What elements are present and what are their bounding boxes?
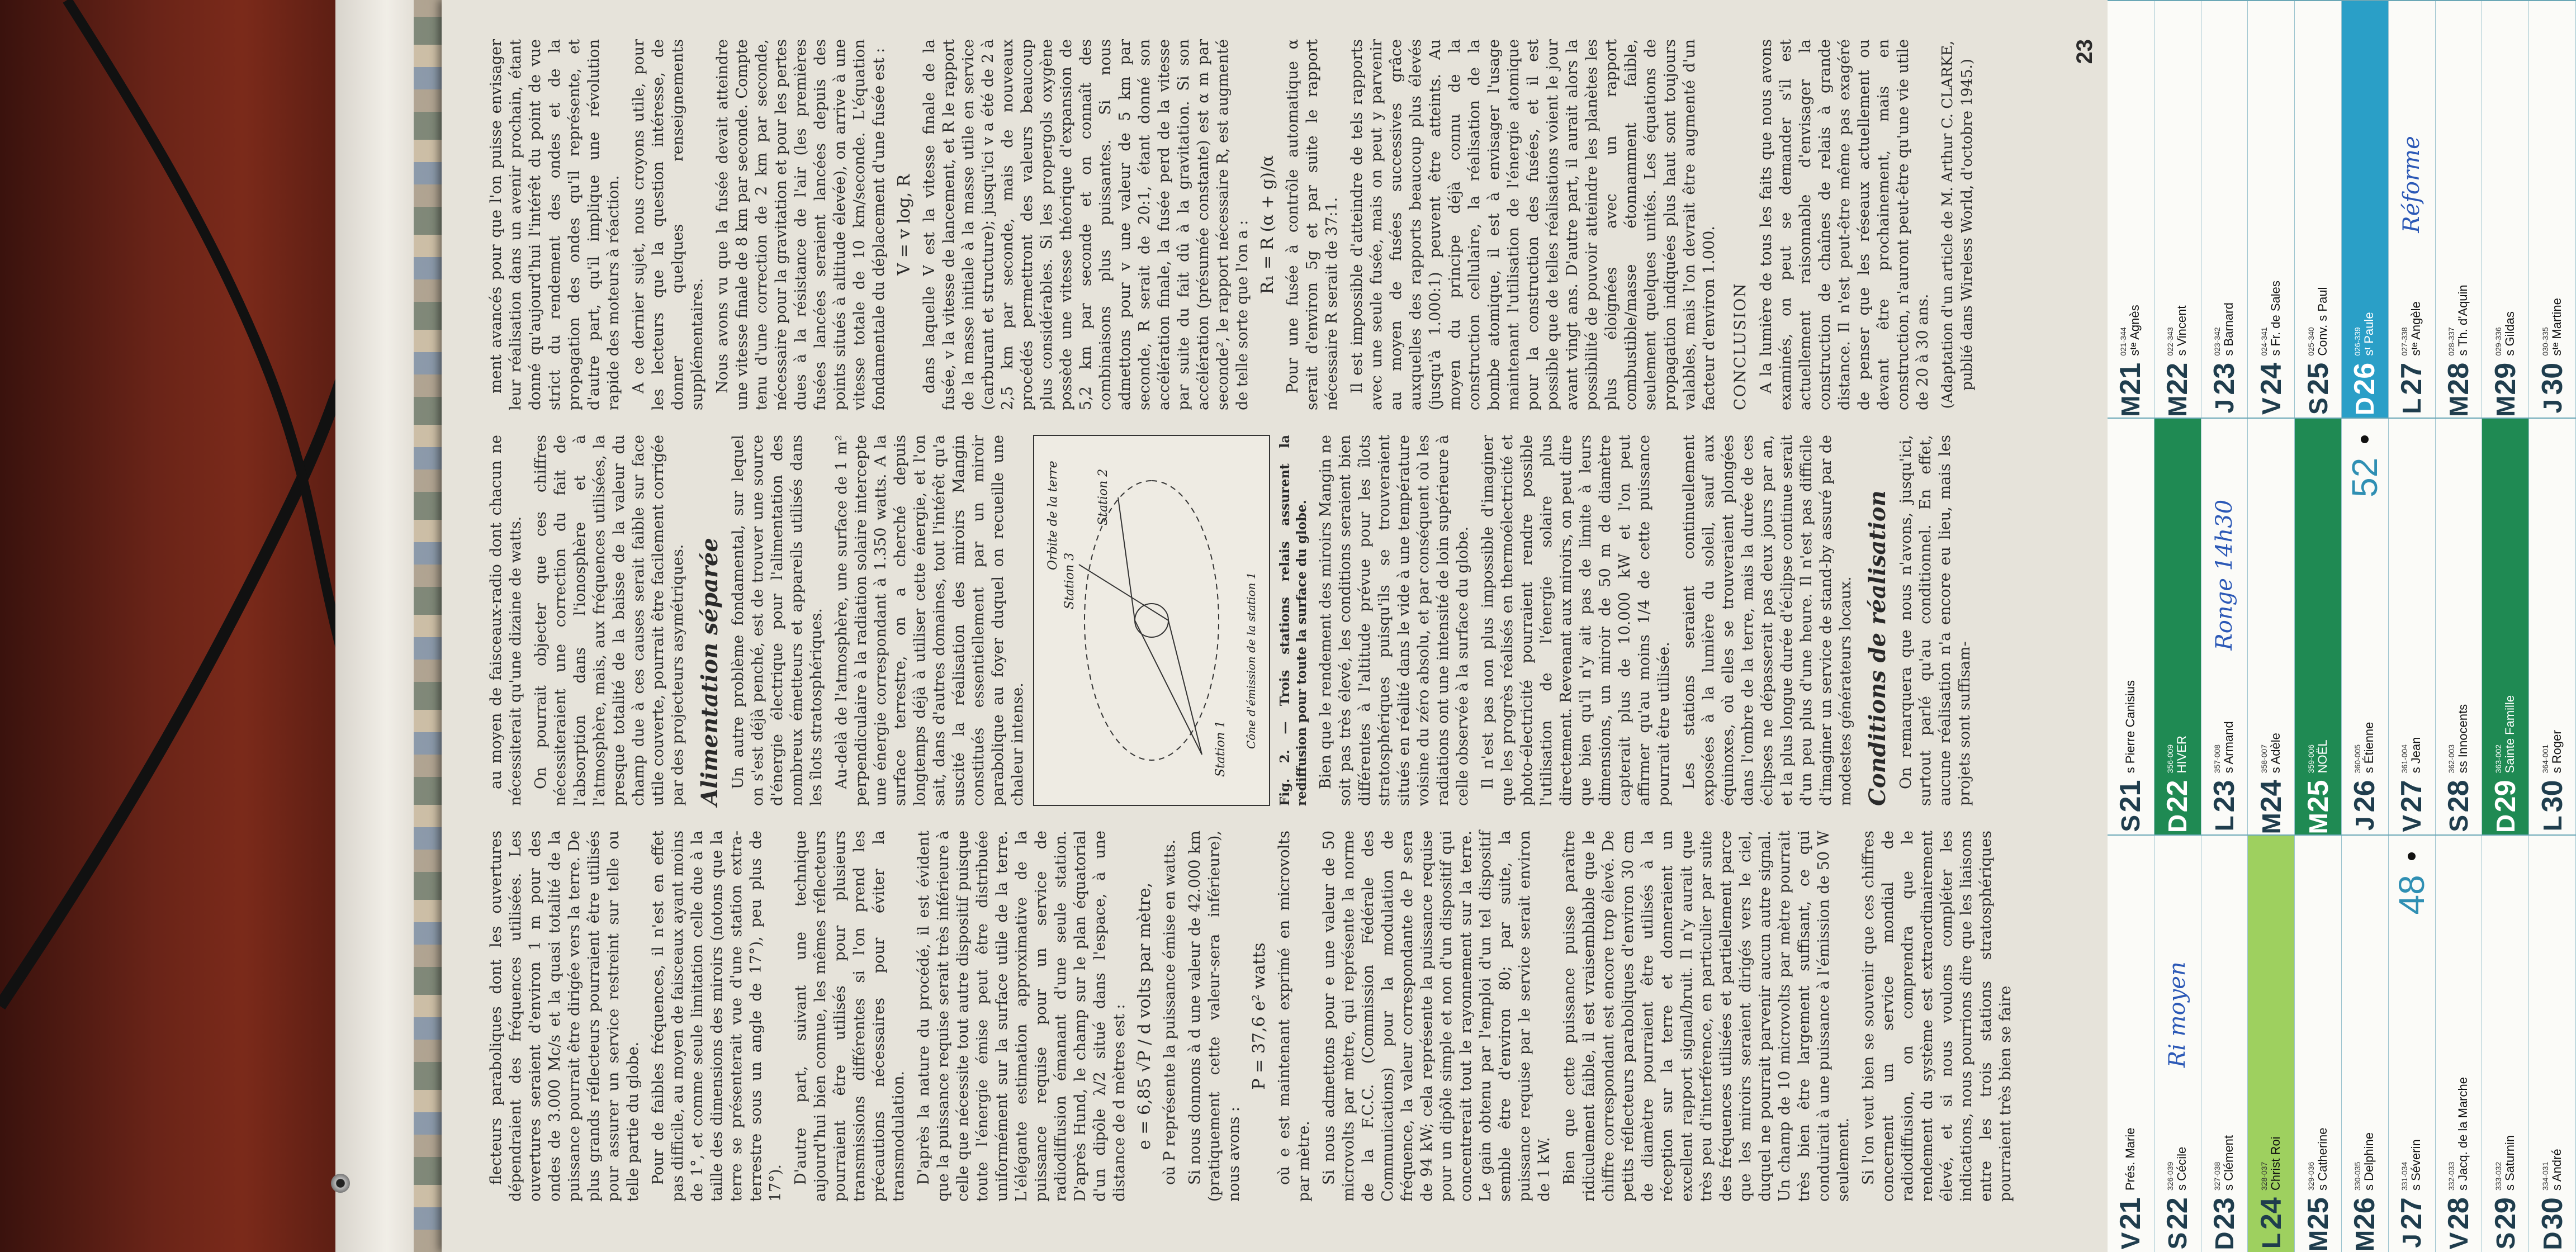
- day-number: 30: [2536, 362, 2569, 395]
- figure-label: Station 3: [1063, 552, 1077, 609]
- weekday-letter: V: [2116, 1232, 2146, 1250]
- saint-name: s Jean: [2409, 737, 2423, 774]
- calendar-day: [2248, 1, 2295, 418]
- paragraph: D'après la nature du procédé, il est évident que la puissance requise serait très inférieure à celle que nécessite tout autre dispositif puisque toute l'énergie émise peut être distribuée uniformément sur la surface utile de la terre. L'élégante estimation approximative de la puissance requise pour un service de radiodiffusion émanant d'une seule station. D'après Hund, le champ sur le plan équatorial d'un dipôle λ/2 situé dans l'espace, à une distance de d mètres est :: [915, 831, 1128, 1202]
- weekday-letter: L: [2209, 815, 2239, 832]
- day-of-year: 329-036: [2306, 1161, 2315, 1191]
- calendar-day: [2295, 419, 2342, 835]
- paragraph: A la lumière de tous les faits que nous avons examinés, on peut se demander s'il est actuellement raisonnable d'envisager la construction de chaînes de relais à grande distance. Il n'est peut-être même pas exagéré de penser que les réseaux actuellement ou devant être prochainement, mais en construction, n'auront peut-être qu'une vie utile de 20 à 30 ans.: [1758, 39, 1931, 410]
- figure-caption: Fig. 2. — Trois stations relais assurent la rediffusion pour toute la surface du globe.: [1277, 435, 1309, 806]
- calendar-day: [2248, 836, 2295, 1252]
- day-number: 23: [2208, 780, 2241, 813]
- calendar-day: [2295, 836, 2342, 1252]
- weekday-letter: J: [2350, 816, 2380, 831]
- weekday-letter: D: [2350, 397, 2380, 416]
- day-of-year: 360-005: [2353, 744, 2362, 774]
- saint-name: s Cécile: [2175, 1146, 2189, 1191]
- day-number: 24: [2255, 1197, 2288, 1230]
- day-meta: [2400, 1139, 2423, 1191]
- saint-name: s Saturnin: [2502, 1135, 2517, 1191]
- saint-name: ss Innocents: [2455, 704, 2470, 774]
- saint-name: NOËL: [2315, 739, 2329, 774]
- calendar-day: [2482, 419, 2529, 835]
- article-column-2: [486, 435, 2007, 806]
- article-page: [442, 0, 2108, 1252]
- calendar-day: [2342, 1, 2389, 418]
- calendar-day: [2529, 1, 2576, 418]
- weekday-letter: M: [2303, 1230, 2333, 1252]
- desk-surface: [0, 0, 347, 1252]
- calendar-day: [2201, 836, 2248, 1252]
- calendar-day: [2154, 1, 2201, 418]
- day-of-year: 330-035: [2353, 1161, 2362, 1191]
- day-number: 21: [2114, 362, 2147, 395]
- day-number: 28: [2442, 780, 2475, 813]
- week-number: 52: [2345, 457, 2385, 497]
- calendar-day: [2389, 836, 2436, 1252]
- saint-name: s Jacq. de la Marche: [2455, 1077, 2470, 1191]
- weekday-letter: M: [2444, 395, 2473, 417]
- paragraph: A ce dernier sujet, nous croyons utile, pour les lecteurs que la question intéresse, de donner quelques renseignements supplémentaires.: [630, 39, 706, 410]
- day-of-year: 364-001: [2540, 744, 2550, 774]
- page-number: 23: [2072, 39, 2097, 64]
- paragraph: Bien que cette puissance puisse paraître ridiculement faible, il est vraisemblable que le chiffre correspondant est encore trop élevé. De petits réflecteurs paraboliques d'environ 30 cm de diamètre pourraient être utilisés à la réception sur la terre et donneraient un excellent rapport signal/bruit. Il n'y aurait que très peu d'interférence, en particulier par suite des fréquences utilisées et partiellement parce que les miroirs seraient dirigés vers le ciel, duquel ne pourrait parvenir aucun autre signal. Un champ de 10 microvolts par mètre pourrait très bien être largement suffisant, ce qui conduirait à une puissance à l'émission de 50 W seulement.: [1561, 831, 1852, 1202]
- article-column-1: [486, 831, 2014, 1202]
- saint-name: s Adèle: [2268, 733, 2283, 774]
- saint-name: s Roger: [2549, 730, 2564, 774]
- weekday-letter: D: [2163, 814, 2193, 833]
- paragraph: où P représente la puissance émise en watts.: [1161, 839, 1178, 1185]
- day-meta: [2123, 680, 2138, 773]
- day-of-year: 024-341: [2259, 327, 2269, 356]
- day-of-year: 356-009: [2166, 744, 2175, 774]
- weekday-letter: S: [2163, 1232, 2193, 1250]
- calendar-day: [2108, 419, 2154, 835]
- saint-name: s Gildas: [2502, 311, 2517, 356]
- saint-name: Sainte Famille: [2502, 695, 2517, 774]
- day-of-year: 358-007: [2259, 744, 2269, 774]
- magazine-page: [442, 0, 2108, 1252]
- calendar-day: [2436, 836, 2483, 1252]
- paragraph: Si l'on veut bien se souvenir que ces chiffres concernent un service mondial de radiodiffusion, on comprendra que le rendement du système est extraordinairement élevé, et si nous voulons compléter les indications, nous pourrions dire que les liaisons entre les trois stations stratosphériques pourraient très bien se faire: [1860, 831, 2014, 1202]
- orbit-diagram: [1034, 436, 1269, 805]
- formula: R₁ = R (α + g)/α: [1258, 155, 1277, 295]
- day-of-year: 331-034: [2400, 1161, 2409, 1191]
- day-meta: [2166, 736, 2189, 773]
- paragraph: dans laquelle V est la vitesse finale de la fusée, v la vitesse de lancement, et R le rapport de la masse initiale à la masse utile en service (carburant et structure); jusqu'ici v a été de 2 à 2,5 km par seconde, mais de nouveaux procédés permettront des valeurs beaucoup plus considérables. Si les propergols oxygène possède une vitesse théorique d'expansion de 5,2 km par seconde et on connaît des combinaisons plus puissantes. Si nous admettons pour v une valeur de 5 km par seconde, R serait de 20:1, étant donné son accélération finale, la fusée perd de la vitesse par suite du fait dû à la gravitation. Si son accélération (présumée constante) est α m par seconde², le rapport nécessaire R, est augmenté de telle sorte que l'on a :: [921, 39, 1251, 410]
- day-number: 29: [2489, 780, 2522, 813]
- weekday-letter: J: [2537, 399, 2567, 414]
- section-heading: Conditions de réalisation: [1864, 490, 1891, 806]
- paragraph: Au-delà de l'atmosphère, une surface de 1 m² perpendiculaire à la radiation solaire intercepte une énergie correspondant à 1.350 watts. A la surface terrestre, on a cherché depuis longtemps déjà à utiliser cette énergie, et l'on sait, dans d'autres domaines, tout l'intérêt qu'a suscité la réalisation des miroirs Mangin constitués essentiellement par un miroir parabolique au foyer duquel on recueille une chaleur intense.: [833, 435, 1026, 806]
- paragraph: Si nous donnons à d une valeur de 42.000 km (pratiquement cette valeur-sera inférieure), nous avons :: [1186, 831, 1243, 1202]
- calendar-day: [2154, 419, 2201, 835]
- calendar-day: [2482, 836, 2529, 1252]
- saint-name: s Clément: [2221, 1135, 2236, 1191]
- calendar-day: [2529, 836, 2576, 1252]
- paragraph: au moyen de faisceaux-radio dont chacun ne nécessiterait qu'une dizaine de watts.: [487, 435, 524, 806]
- weekday-letter: D: [2537, 1231, 2567, 1250]
- calendar-day: [2529, 419, 2576, 835]
- calendar-day: [2389, 419, 2436, 835]
- saint-name: s Delphine: [2362, 1132, 2376, 1191]
- day-meta: [2307, 287, 2330, 356]
- calendar-column: [2108, 0, 2576, 418]
- article-credit: (Adaptation d'un article de M. Arthur C. CLARKE, publié dans Wireless World, d'octobre 1945.): [1939, 40, 1976, 409]
- day-meta: [2353, 722, 2376, 774]
- day-meta: [2213, 302, 2236, 355]
- calendar-day: [2342, 836, 2389, 1252]
- day-of-year: 030-335: [2540, 327, 2550, 356]
- day-number: 30: [2536, 1197, 2569, 1230]
- day-number: 21: [2114, 780, 2147, 813]
- day-number: 28: [2442, 1197, 2475, 1230]
- day-of-year: 333-032: [2493, 1161, 2503, 1191]
- saint-name: Christ Roi: [2268, 1136, 2283, 1191]
- calendar-day: [2108, 836, 2154, 1252]
- day-number: 24: [2255, 780, 2288, 813]
- handwritten-note: Ri moyen: [2165, 961, 2191, 1068]
- day-number: 23: [2208, 1197, 2241, 1230]
- day-number: 25: [2302, 780, 2334, 813]
- day-number: 27: [2395, 1197, 2428, 1230]
- saint-name: Prés. Marie: [2123, 1127, 2138, 1191]
- calendar-column: [2108, 418, 2576, 835]
- calendar-day: [2389, 1, 2436, 418]
- figure-label: Cône d'émission de la station 1: [1244, 572, 1258, 749]
- day-of-year: 023-342: [2212, 327, 2222, 356]
- weekday-letter: D: [2209, 1231, 2239, 1250]
- weekday-letter: M: [2303, 813, 2333, 834]
- day-of-year: 327-038: [2212, 1161, 2222, 1191]
- saint-name: s Barnard: [2221, 302, 2236, 356]
- day-meta: [2166, 1147, 2189, 1191]
- article-column-3: [486, 39, 2007, 410]
- formula: V = v log, R: [894, 174, 914, 276]
- day-of-year: 028-337: [2446, 327, 2456, 356]
- day-number: 23: [2208, 362, 2241, 395]
- saint-name: s Séverin: [2409, 1139, 2423, 1191]
- day-of-year: 363-002: [2493, 744, 2503, 774]
- day-of-year: 022-343: [2166, 327, 2175, 356]
- paragraph: Nous avons vu que la fusée devait atteindre une vitesse finale de 8 km par seconde. Compte tenu d'une correction de 2 km par seconde, nécessaire pour la gravitation et pour les pertes dues à la résistance de l'air (les premières fusées lancées seraient lancées depuis des points situés à altitude élevée), on arrive à une vitesse totale de 10 km/seconde. L'équation fondamentale du déplacement d'une fusée est :: [714, 39, 888, 410]
- day-of-year: 334-031: [2540, 1161, 2550, 1191]
- moon-phase-icon: [2408, 852, 2416, 860]
- weekday-letter: M: [2350, 1230, 2380, 1252]
- weekday-letter: L: [2256, 1232, 2286, 1249]
- moon-phase-icon: [2361, 435, 2369, 443]
- day-meta: [2353, 312, 2376, 355]
- weekday-letter: S: [2116, 814, 2146, 832]
- day-meta: [2447, 704, 2470, 774]
- saint-name: sᵗᵉ Angèle: [2409, 301, 2423, 356]
- day-meta: [2123, 1128, 2138, 1191]
- paragraph: Bien que le rendement des miroirs Mangin ne soit pas très élevé, les conditions seraient bien différentes à l'altitude prévue pour les îlots stratosphériques puisqu'ils se trouveraient situés en réalité dans le vide à une température voisine du zéro absolu, et par conséquent où les radiations ont une intensité de loin supérieure à celle observée à la surface du globe.: [1317, 435, 1471, 806]
- weekday-letter: V: [2444, 1232, 2473, 1250]
- orbit-figure: [1033, 435, 1270, 806]
- day-of-year: 332-033: [2446, 1161, 2456, 1191]
- wall-calendar: [2108, 0, 2576, 1252]
- weekday-letter: M: [2163, 395, 2193, 417]
- saint-name: s Vincent: [2175, 305, 2189, 356]
- saint-name: s Pierre Canisius: [2123, 680, 2138, 774]
- day-meta: [2260, 281, 2283, 356]
- paragraph: On remarquera que nous n'avons, jusqu'ici, surtout parlé qu'au conditionnel. En effet, aucune réalisation n'a encore eu lieu, mais les projets sont suffisam-: [1897, 435, 1973, 806]
- saint-name: sᵗᵉ Agnès: [2128, 305, 2142, 356]
- day-of-year: 027-338: [2400, 327, 2409, 356]
- calendar-day: [2436, 1, 2483, 418]
- saint-name: sᵗ Paule: [2362, 312, 2376, 356]
- day-number: 22: [2161, 780, 2194, 813]
- day-number: 27: [2395, 362, 2428, 395]
- day-meta: [2494, 695, 2517, 773]
- paragraph: Un autre problème fondamental, sur lequel on s'est déjà penché, est de trouver une source d'énergie électrique pour l'alimentation des nombreux émetteurs et appareils utilisés dans les îlots stratosphériques.: [730, 435, 825, 806]
- day-meta: [2400, 301, 2423, 355]
- paragraph: On pourrait objecter que ces chiffres nécessiteraient une correction du fait de l'absorption dans l'ionosphère et à l'atmosphère, mais, aux fréquences utilisées, la presque totalité de la baisse de la valeur du champ due à ces causes serait faible sur face utile couverte, pourrait être facilement corrigée par des projecteurs asymétriques.: [532, 435, 686, 806]
- calendar-column: [2108, 834, 2576, 1252]
- day-meta: [2307, 739, 2330, 773]
- weekday-letter: M: [2256, 813, 2286, 834]
- weekday-letter: L: [2397, 398, 2427, 414]
- day-number: 26: [2348, 780, 2381, 813]
- day-meta: [2400, 737, 2423, 774]
- calendar-day: [2201, 419, 2248, 835]
- day-number: 21: [2114, 1197, 2147, 1230]
- formula: e = 6,85 √P / d volts par mètre,: [1135, 883, 1154, 1150]
- figure-label: Orbite de la terre: [1046, 461, 1060, 570]
- paragraph: D'autre part, suivant une technique aujourd'hui bien connue, les mêmes réflecteurs pourraient être utilisés pour plusieurs transmissions différentes si l'on prend les précautions nécessaires pour éviter la transmodulation.: [792, 831, 907, 1202]
- day-of-year: 362-003: [2446, 744, 2456, 774]
- calendar-day: [2108, 1, 2154, 418]
- weekday-letter: S: [2444, 814, 2473, 832]
- saint-name: s Armand: [2221, 721, 2236, 774]
- weekday-letter: V: [2397, 814, 2427, 832]
- day-of-year: 357-008: [2212, 744, 2222, 774]
- day-meta: [2541, 298, 2564, 355]
- saint-name: s Fr. de Sales: [2268, 281, 2283, 356]
- day-number: 28: [2442, 362, 2475, 395]
- day-number: 29: [2489, 1197, 2522, 1230]
- saint-name: s Catherine: [2315, 1127, 2329, 1191]
- day-of-year: 359-006: [2306, 744, 2315, 774]
- day-meta: [2260, 733, 2283, 773]
- paragraph: Si nous admettons pour e une valeur de 50 microvolts par mètre, qui représente la norme de la F.C.C. (Commission Fédérale des Communications) pour la modulation de fréquence, la valeur correspondante de P sera de 94 kW; cela représente la puissance requise pour un dipôle simple et non d'un dispositif qui concentrerait tout le rayonnement sur la terre. Le gain obtenu par l'emploi d'un tel dispositif semble être d'environ 80; par suite, la puissance requise par le service serait environ de 1 kW.: [1320, 831, 1553, 1202]
- day-meta: [2213, 1135, 2236, 1191]
- saint-name: Conv. s Paul: [2315, 287, 2329, 356]
- day-of-year: 326-039: [2166, 1161, 2175, 1191]
- day-of-year: 328-037: [2259, 1161, 2269, 1191]
- day-number: 22: [2161, 362, 2194, 395]
- day-meta: [2166, 306, 2189, 356]
- calendar-day: [2342, 419, 2389, 835]
- handwritten-note: Réforme: [2399, 136, 2425, 233]
- day-meta: [2494, 1135, 2517, 1191]
- day-number: 26: [2348, 1197, 2381, 1230]
- binder-grommet: [331, 1174, 350, 1193]
- day-meta: [2353, 1132, 2376, 1191]
- weekday-letter: S: [2490, 1232, 2520, 1250]
- saint-name: HIVER: [2175, 736, 2189, 774]
- calendar-grid: [2108, 0, 2576, 1252]
- saint-name: s Étienne: [2362, 722, 2376, 774]
- day-number: 25: [2302, 1197, 2334, 1230]
- calendar-day: [2248, 419, 2295, 835]
- handwritten-note: Ronge 14h30: [2211, 499, 2237, 651]
- saint-name: sᵗᵉ Martine: [2549, 298, 2564, 356]
- calendar-day: [2482, 1, 2529, 418]
- weekday-letter: J: [2209, 399, 2239, 414]
- day-of-year: 029-336: [2493, 327, 2503, 356]
- day-of-year: 361-004: [2400, 744, 2409, 774]
- paragraph: où e est maintenant exprimé en microvolts par mètre.: [1276, 831, 1313, 1202]
- week-number: 48: [2392, 875, 2432, 915]
- weekday-letter: V: [2256, 397, 2286, 415]
- day-number: 26: [2348, 362, 2381, 395]
- paragraph: Il est impossible d'atteindre de tels rapports avec une seule fusée, mais on peut y parvenir au moyen de fusées successives grâce auxquelles des rapports beaucoup plus élevés (jusqu'à 1.000:1) peuvent être atteints. Au moyen du principe déjà connu de la construction cellulaire, la réalisation de la bombe atomique, il est à envisager l'usage maintenant l'utilisation de l'énergie atomique pour la construction des fusées, et il est possible que de telles réalisations voient le jour avant vingt ans. D'autre part, il aurait alors la possibilité de pouvoir atteindre les planètes les plus éloignées avec un rapport combustible/masse étonnamment faible, seulement quelques unités. Les équations de propagation indiquées plus haut sont toujours valables, mais l'on devrait être augmenté d'un facteur d'environ 1.000.: [1348, 39, 1718, 410]
- day-meta: [2447, 1077, 2470, 1191]
- day-meta: [2541, 1149, 2564, 1191]
- day-meta: [2260, 1136, 2283, 1191]
- day-number: 24: [2255, 362, 2288, 395]
- section-heading: CONCLUSION: [1731, 282, 1749, 410]
- weekday-letter: L: [2537, 815, 2567, 832]
- figure-label: Station 1: [1214, 720, 1228, 777]
- day-of-year: 025-340: [2306, 327, 2315, 356]
- paragraph: Pour de faibles fréquences, il n'est en effet pas difficile, au moyen de faisceaux ayant moins de 1°, et comme seule limitation celle due à la taille des dimensions des miroirs (notons que la terre se présenterait vue d'une station extra-terrestre sous un angle de 17°), peu plus de 17°).: [650, 831, 784, 1202]
- day-number: 30: [2536, 780, 2569, 813]
- day-number: 25: [2302, 362, 2334, 395]
- day-of-year: 026-339: [2353, 327, 2362, 356]
- paragraph: Pour une fusée à contrôle automatique α serait d'environ 5g et par suite le rapport nécessaire R serait de 37:1.: [1284, 39, 1341, 410]
- figure-label: Station 2: [1096, 468, 1110, 525]
- section-heading: Alimentation séparée: [697, 538, 723, 806]
- day-meta: [2213, 721, 2236, 773]
- weekday-letter: M: [2490, 395, 2520, 417]
- day-number: 29: [2489, 362, 2522, 395]
- calendar-day: [2436, 419, 2483, 835]
- weekday-letter: D: [2490, 814, 2520, 833]
- calendar-day: [2295, 1, 2342, 418]
- formula: P = 37,6 e² watts: [1249, 942, 1269, 1090]
- day-meta: [2541, 730, 2564, 773]
- day-meta: [2119, 305, 2142, 355]
- saint-name: s André: [2549, 1149, 2564, 1191]
- weekday-letter: J: [2397, 1234, 2427, 1248]
- weekday-letter: M: [2116, 395, 2146, 417]
- paragraph: ment avancés pour que l'on puisse envisager leur réalisation dans un avenir prochain, étant donné qu'aujourd'hui l'intérêt du point de vue strict du rendement des ondes et de la propagation des ondes qu'il représente, et d'autre part, qu'il implique une révolution rapide des moteurs à réaction.: [487, 39, 622, 410]
- day-of-year: 021-344: [2119, 327, 2128, 356]
- calendar-day: [2201, 1, 2248, 418]
- day-meta: [2447, 284, 2470, 355]
- day-meta: [2307, 1127, 2330, 1191]
- paragraph: Il n'est pas non plus impossible d'imaginer que les progrès réalisés en thermoélectricité et photo-électricité pourraient rendre possible l'utilisation de l'énergie solaire plus directement. Revenant aux miroirs, on peut dire que bien qu'il n'y ait pas de limite à leurs dimensions, un miroir de 50 m de diamètre capterait plus de 10.000 kW et l'on peut affirmer qu'au moins 1/4 de cette puissance pourrait être utilisée.: [1479, 435, 1673, 806]
- day-number: 27: [2395, 780, 2428, 813]
- saint-name: s Th. d'Aquin: [2455, 284, 2470, 356]
- calendar-day: [2154, 836, 2201, 1252]
- weekday-letter: S: [2303, 397, 2333, 415]
- day-number: 22: [2161, 1197, 2194, 1230]
- day-meta: [2494, 311, 2517, 355]
- paragraph: Les stations seraient continuellement exposées à la lumière du soleil, sauf aux équinoxes, où elles se trouveraient plongées dans l'ombre de la terre, mais la durée de ces éclipses ne dépasserait pas deux jours par an, et la plus longue durée d'éclipse continue serait d'un peu plus d'une heure. Il n'est pas difficile d'imaginer un service de stand-by assuré par de modestes générateurs locaux.: [1680, 435, 1854, 806]
- paragraph: flecteurs paraboliques dont les ouvertures dépendraient des fréquences utilisées. Les ouvertures seraient d'environ 1 m pour des ondes de 3.000 Mc/s et la quasi totalité de la puissance pourrait être dirigée vers la terre. De plus grands réflecteurs pourraient être utilisés pour assurer un service restreint sur telle ou telle partie du globe.: [487, 831, 642, 1202]
